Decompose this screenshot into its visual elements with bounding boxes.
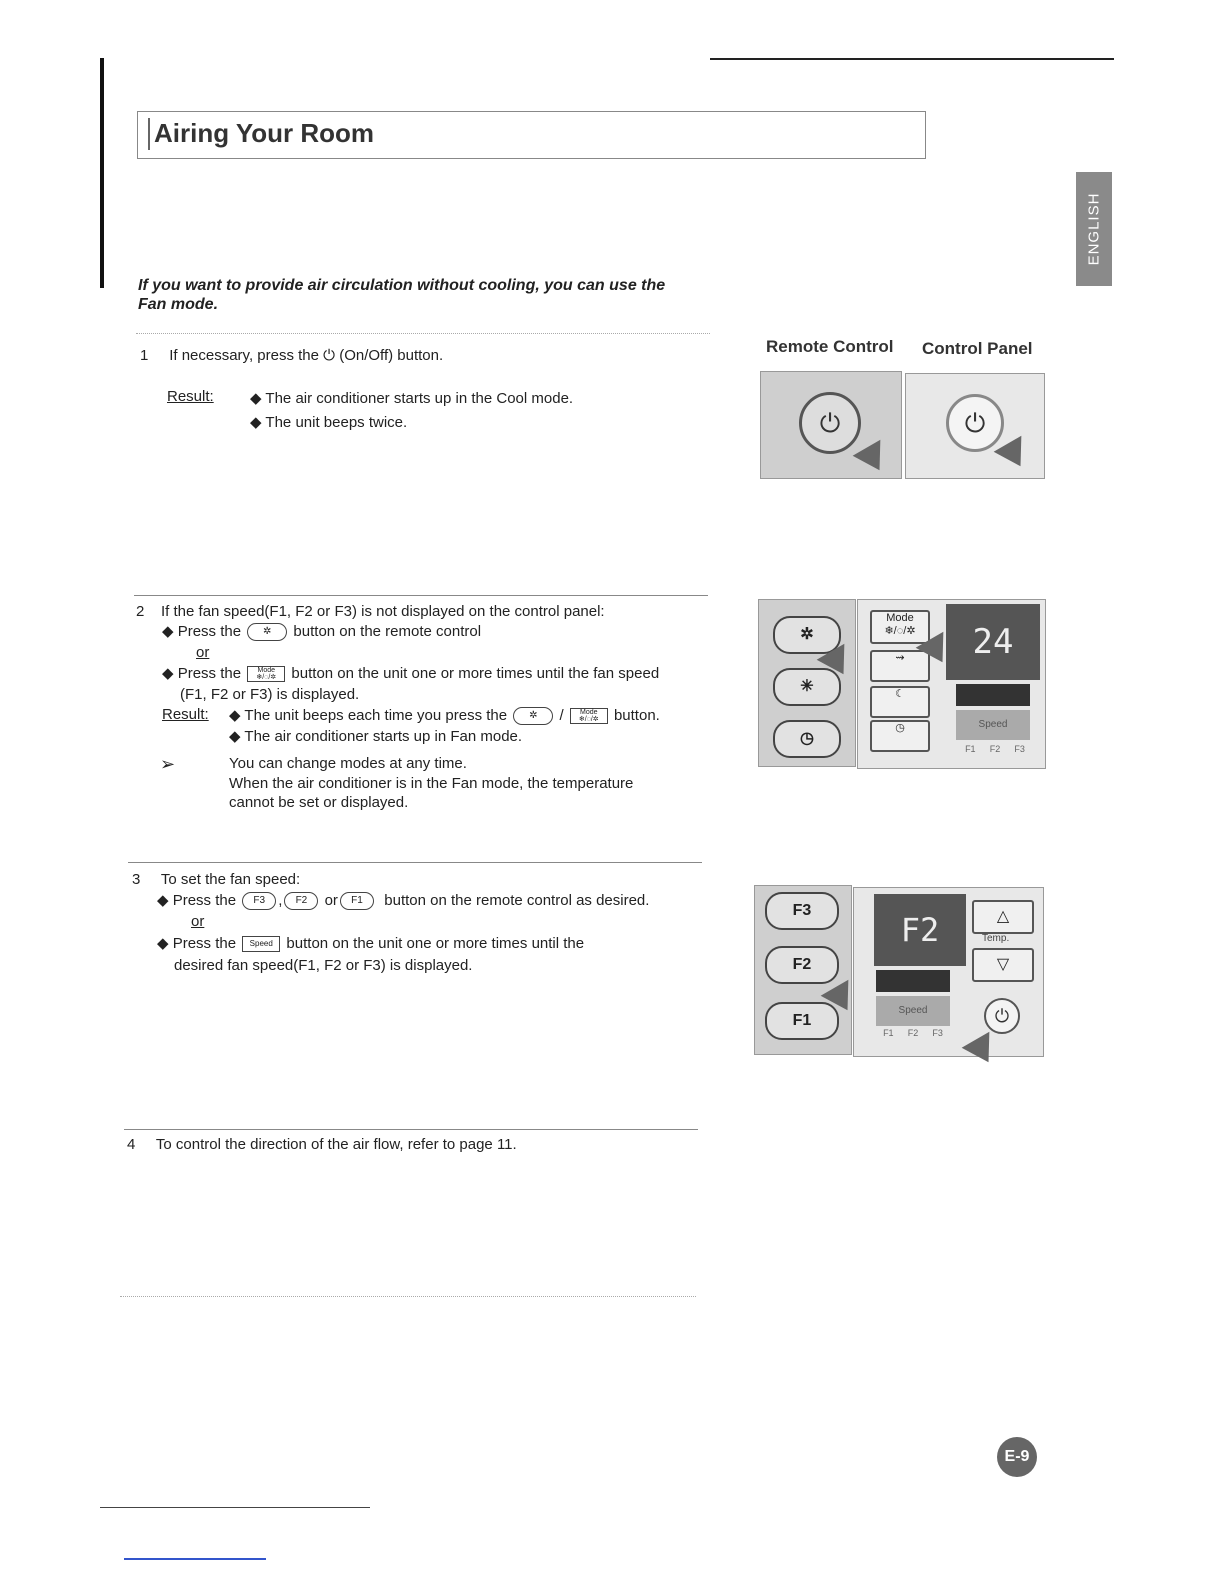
step2-result2: ◆ The air conditioner starts up in Fan mode. <box>229 728 523 745</box>
step1-result-2: ◆ The unit beeps twice. <box>250 414 408 431</box>
power-icon: ⏻ <box>994 1006 1010 1026</box>
step4 <box>127 1135 517 1155</box>
remote-power-figure <box>760 371 902 479</box>
page-title: Airing Your Room <box>154 118 375 148</box>
step3-bullet1-after: button on the remote control as desired. <box>384 892 650 909</box>
step3-or: or <box>191 913 205 930</box>
mode-button-label: Mode <box>580 709 598 717</box>
step4-number: 4 <box>127 1136 136 1153</box>
panel-mode-figure <box>857 599 1046 769</box>
language-label: ENGLISH <box>1085 192 1103 266</box>
step1-result-label: Result: <box>167 388 214 405</box>
step2-bullet1-before: ◆ Press the <box>162 623 242 640</box>
remote-fan-button: ✲ <box>773 616 841 654</box>
step1-text-before: If necessary, press the <box>169 347 319 364</box>
mode-button-icon <box>247 666 285 682</box>
step2-line1-text: If the fan speed(F1, F2 or F3) is not displayed on the control panel: <box>161 603 605 620</box>
step3-comma: , <box>278 892 283 909</box>
f3-button-icon: F3 <box>242 892 276 910</box>
step4-separator <box>124 1129 698 1130</box>
note-marker-icon: ➢ <box>160 754 176 774</box>
step2-bullet2 <box>162 664 659 684</box>
step3-bullet2-cont: desired fan speed(F1, F2 or F3) is displayed. <box>174 957 473 974</box>
display-bar <box>956 684 1030 706</box>
temp-label: Temp. <box>982 933 1010 944</box>
display-24: 24 <box>946 604 1040 680</box>
step2-line1 <box>136 602 605 622</box>
step2-bullet2-before: ◆ Press the <box>162 665 242 682</box>
panel-mode-label: Mode <box>886 612 914 624</box>
power-icon: ⏻ <box>323 347 336 364</box>
step2-note3: cannot be set or displayed. <box>229 794 409 811</box>
left-margin-bar <box>100 58 104 288</box>
pointer-arrow <box>994 436 1035 475</box>
fan-speed-f1: F1 <box>965 744 976 754</box>
remote-mode-figure <box>758 599 856 767</box>
step3-bullet2 <box>157 934 584 954</box>
intro-text: If you want to provide air circulation without cooling, you can use the Fan mode. <box>138 277 666 313</box>
step2-result-label: Result: <box>162 706 209 723</box>
panel-power-figure <box>905 373 1045 479</box>
fan-button-icon: ✲ <box>247 623 287 641</box>
remote-control-heading: Remote Control <box>766 337 894 356</box>
step3-number: 3 <box>132 871 141 888</box>
speed-label-box: Speed <box>956 710 1030 740</box>
display-bar <box>876 970 950 992</box>
remote-f3-button: F3 <box>765 892 839 930</box>
bottom-rule <box>100 1507 370 1508</box>
step3-line1 <box>132 870 300 890</box>
step2-separator <box>134 595 708 596</box>
intro-separator <box>136 333 710 334</box>
step3-bullet1-before: ◆ Press the <box>157 892 237 909</box>
step3-bullet2-before: ◆ Press the <box>157 935 237 952</box>
control-panel-heading: Control Panel <box>922 339 1033 358</box>
pointer-arrow <box>962 1032 1003 1071</box>
step2-result1 <box>229 706 660 726</box>
step3-bullet2-after: button on the unit one or more times until the <box>286 935 585 952</box>
remote-power-button <box>799 392 861 454</box>
fan-speed-f2: F2 <box>907 1028 919 1038</box>
step2-result1-slash: / <box>559 707 564 724</box>
power-icon: ⏻ <box>964 408 986 438</box>
title-tick <box>148 118 150 150</box>
speed-label-box: Speed <box>876 996 950 1026</box>
fan-speed-labels <box>876 1028 950 1038</box>
bottom-separator <box>120 1296 696 1297</box>
step2-or: or <box>196 644 210 661</box>
mode-button-sub: ❄/◌/✲ <box>578 716 599 724</box>
temp-up-button: △ <box>972 900 1034 934</box>
fan-button-icon: ✲ <box>513 707 553 725</box>
panel-mode-sub: ❄/◌/✲ <box>884 625 916 637</box>
step2-result1-before: ◆ The unit beeps each time you press the <box>229 707 508 724</box>
remote-timer-button: ◷ <box>773 720 841 758</box>
mode-button-sub: ❄/◌/✲ <box>256 674 277 682</box>
f2-button-icon: F2 <box>284 892 318 910</box>
panel-power-button <box>984 998 1020 1034</box>
fan-speed-f1: F1 <box>883 1028 894 1038</box>
temp-down-button: ▽ <box>972 948 1034 982</box>
remote-f1-button: F1 <box>765 1002 839 1040</box>
step3-or-inline: or <box>324 892 338 909</box>
f1-button-icon: F1 <box>340 892 374 910</box>
step2-note2: When the air conditioner is in the Fan mode, the temperature <box>229 775 634 792</box>
panel-sleep-button: ☾ <box>870 686 930 718</box>
remote-fan-speed-button: ✳ <box>773 668 841 706</box>
language-tab <box>1076 172 1112 286</box>
step3-separator <box>128 862 702 863</box>
page-number: E-9 <box>997 1437 1037 1477</box>
step1-text-after: (On/Off) button. <box>339 347 444 364</box>
step1 <box>140 346 443 366</box>
speed-button-icon: Speed <box>242 936 280 952</box>
fan-speed-f3: F3 <box>932 1028 943 1038</box>
panel-mode-button <box>870 610 930 644</box>
mode-button-label: Mode <box>257 667 275 675</box>
mode-button-icon <box>570 708 608 724</box>
panel-power-button <box>946 394 1004 452</box>
fan-speed-f2: F2 <box>989 744 1001 754</box>
power-icon: ⏻ <box>819 408 841 438</box>
bottom-blue-bar <box>124 1558 266 1560</box>
panel-timer-button: ◷ <box>870 720 930 752</box>
panel-swing-button: ⇝ <box>870 650 930 682</box>
step2-result1-after: button. <box>613 707 660 724</box>
pointer-arrow <box>853 440 894 479</box>
title-box <box>137 111 926 159</box>
panel-fan-speed-figure <box>853 887 1044 1057</box>
top-rule <box>710 58 1114 60</box>
step2-bullet2-cont: (F1, F2 or F3) is displayed. <box>180 686 360 703</box>
remote-fan-speed-figure <box>754 885 852 1055</box>
step1-number: 1 <box>140 347 149 364</box>
step2-bullet2-after: button on the unit one or more times until the fan speed <box>291 665 660 682</box>
step4-text: To control the direction of the air flow, refer to page 11. <box>155 1136 517 1153</box>
step2-bullet1 <box>162 622 481 642</box>
step3-bullet1 <box>157 891 649 911</box>
step3-line1-text: To set the fan speed: <box>160 871 301 888</box>
remote-f2-button: F2 <box>765 946 839 984</box>
step1-result-1: ◆ The air conditioner starts up in the Cool mode. <box>250 390 574 407</box>
step2-bullet1-after: button on the remote control <box>293 623 482 640</box>
fan-speed-labels <box>958 744 1032 754</box>
step2-note1: You can change modes at any time. <box>229 755 467 772</box>
display-f2: F2 <box>874 894 966 966</box>
step2-number: 2 <box>136 603 145 620</box>
fan-speed-f3: F3 <box>1014 744 1025 754</box>
